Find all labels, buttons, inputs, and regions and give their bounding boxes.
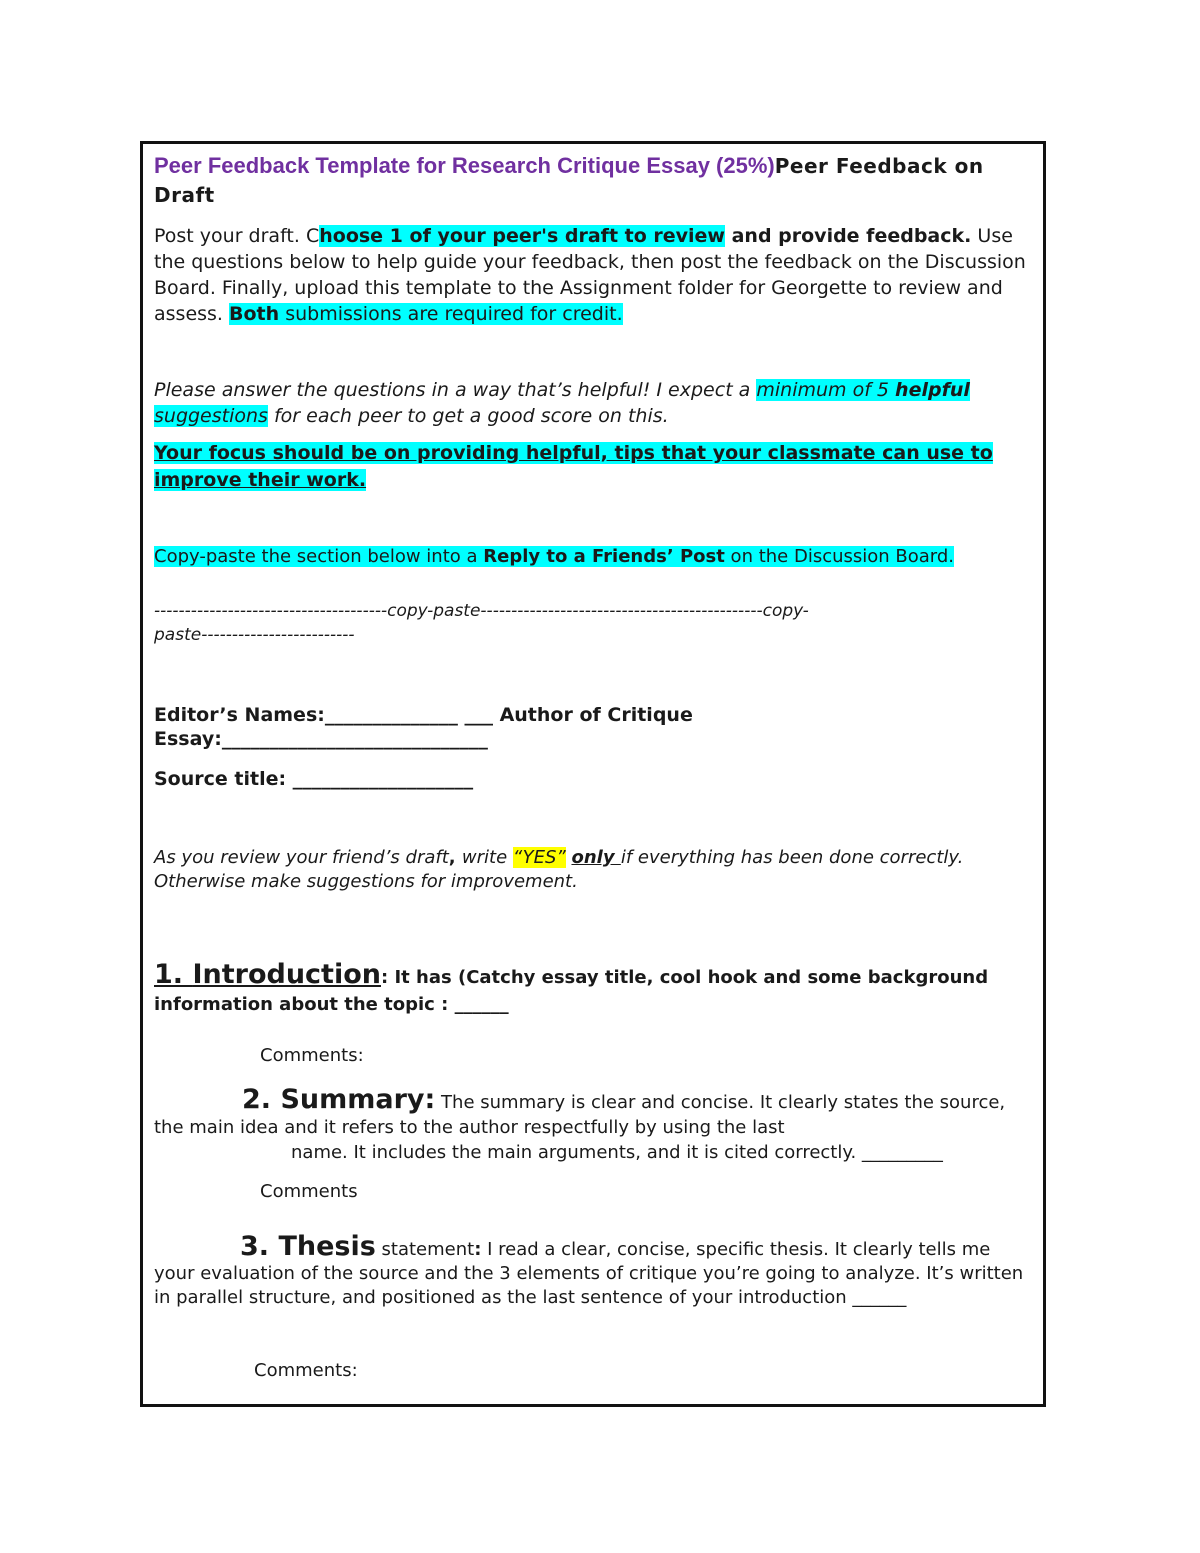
- section-1-number: 1.: [154, 959, 193, 990]
- copy-text-1: Copy-paste the section below into a: [154, 546, 484, 567]
- section-introduction: [154, 961, 1036, 1018]
- section-1-colon: :: [380, 967, 389, 988]
- section-1-body: It has (Catchy essay title, cool hook and some background information about the topic : ______: [154, 967, 989, 1015]
- please-paragraph: [154, 377, 1036, 429]
- please-helpful: helpful: [895, 379, 970, 401]
- review-note: [154, 846, 1036, 894]
- intro-text-2: Use the questions below to help guide your feedback, then post the feedback on the Discussion Board. Finally, upload this template to the Assignment folder for Georgette to review and assess.: [154, 225, 1026, 325]
- section-1-heading: Introduction: [192, 959, 381, 990]
- please-text-2: for each peer to get a good score on this.: [267, 405, 669, 427]
- intro-required: submissions are required for credit.: [279, 303, 623, 325]
- review-text-1: As you review your friend’s draft: [154, 847, 449, 868]
- document-frame: [140, 141, 1046, 1407]
- section-summary: [154, 1084, 1036, 1165]
- source-title-field: [154, 766, 1036, 792]
- document-title: [154, 152, 1036, 210]
- editor-names-field: Editor’s Names:______________ ___ Author of Critique: [154, 704, 693, 726]
- intro-text-1: Post your draft. C: [154, 225, 320, 247]
- copy-instruction: [154, 545, 1036, 569]
- intro-both: Both: [229, 303, 280, 325]
- intro-highlight-choose: hoose 1 of your peer's draft to review: [319, 225, 725, 247]
- title-black-part: Peer Feedback on Draft: [154, 154, 984, 207]
- section-3-comments: [154, 1360, 1136, 1381]
- please-suggestions: suggestions: [154, 405, 268, 427]
- copy-paste-line-2: paste-------------------------: [154, 625, 355, 645]
- please-minimum: minimum of 5: [756, 379, 896, 401]
- section-1-comments: [154, 1045, 1142, 1066]
- copy-paste-divider: [154, 599, 1036, 647]
- copy-reply-bold: Reply to a Friends’ Post: [483, 546, 725, 567]
- section-3-comments-label: Comments:: [254, 1360, 358, 1381]
- section-2-number: 2.: [242, 1084, 281, 1115]
- source-title-text: Source title: ___________________: [154, 768, 474, 790]
- section-3-number: 3.: [240, 1231, 279, 1262]
- review-comma: ,: [448, 847, 462, 868]
- focus-text: Your focus should be on providing helpful, tips that your classmate can use to improve their work.: [154, 442, 993, 491]
- intro-bold-feedback: and provide feedback.: [724, 225, 972, 247]
- section-2-comments: [154, 1181, 1142, 1202]
- section-3-label: statement: [375, 1239, 475, 1260]
- section-3-heading: Thesis: [278, 1231, 376, 1262]
- section-2-comments-label: Comments: [260, 1181, 358, 1202]
- editor-fields: [154, 703, 1036, 751]
- section-2-heading: Summary:: [280, 1084, 436, 1115]
- focus-paragraph: [154, 440, 1036, 494]
- please-text-1: Please answer the questions in a way that’s helpful! I expect a: [154, 379, 757, 401]
- title-purple-part: Peer Feedback Template for Research Critique Essay (25%): [154, 153, 775, 178]
- section-3-body: I read a clear, concise, specific thesis. It clearly tells me your evaluation of the source and the 3 elements of critique you’re going to analyze. It’s written in parallel structure, and positioned as the last sentence of your introduction ______: [154, 1239, 1024, 1308]
- review-yes: “YES”: [512, 847, 566, 868]
- section-thesis: [154, 1231, 1036, 1310]
- intro-paragraph: [154, 223, 1036, 327]
- copy-paste-line-1: --------------------------------------copy-paste----------------------------------------------copy-: [154, 601, 809, 621]
- section-2-body-1: The summary is clear and concise. It clearly states the source, the main idea and it refers to the author respectfully by using the last: [154, 1092, 1006, 1138]
- review-write: write: [461, 847, 513, 868]
- section-1-comments-label: Comments:: [260, 1045, 364, 1066]
- essay-field: Essay:____________________________: [154, 728, 488, 750]
- review-text-2: if everything has been done correctly. Otherwise make suggestions for improvement.: [154, 847, 964, 892]
- section-2-body-2: name. It includes the main arguments, and it is cited correctly. _________: [291, 1142, 943, 1163]
- copy-text-2: on the Discussion Board.: [724, 546, 955, 567]
- review-only: only: [571, 847, 621, 868]
- section-3-colon: :: [474, 1239, 482, 1260]
